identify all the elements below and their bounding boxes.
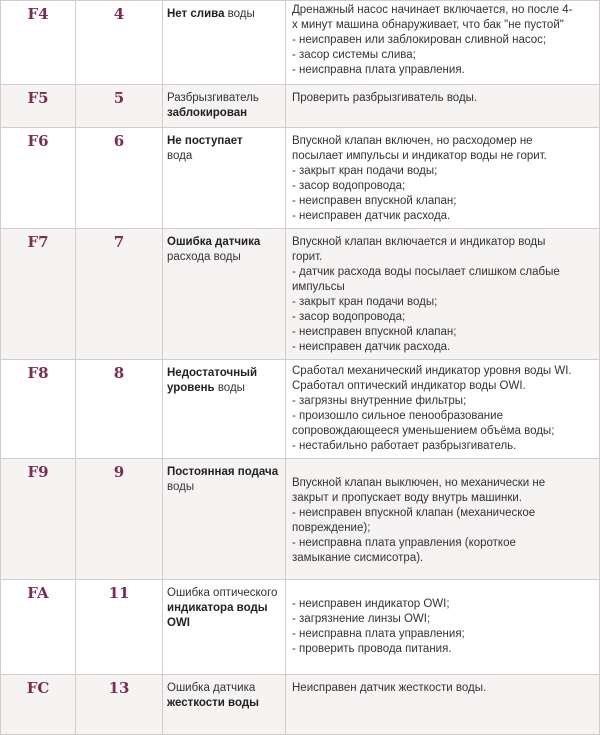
error-number: 8 (76, 360, 163, 459)
description-line: Сработал оптический индикатор воды OWI. (292, 380, 526, 392)
description-line: - неисправна плата управления (короткое (292, 537, 516, 549)
error-name-tail: воды (167, 481, 195, 493)
error-name (163, 675, 286, 735)
description-line: - произошло сильное пенообразование (292, 410, 503, 422)
error-name (163, 229, 286, 360)
description-line: х минут машина обнаруживает, что бак "не пустой" (292, 19, 564, 31)
description-line: сопровождающееся уменьшением объёма воды; (292, 425, 555, 437)
description-line: - засор водопровода; (292, 180, 406, 192)
error-number: 5 (76, 85, 163, 128)
error-name-tail: воды (224, 8, 255, 20)
error-name-head: Ошибка оптического (167, 587, 278, 599)
description-line: посылает импульсы и индикатор воды не горит. (292, 150, 547, 162)
description-line: - неисправна плата управления; (292, 628, 465, 640)
error-description (286, 128, 600, 229)
description-line: - неисправен датчик расхода. (292, 341, 451, 353)
error-name-bold: жесткости воды (167, 697, 259, 709)
error-name (163, 360, 286, 459)
description-line: Впускной клапан включается и индикатор воды (292, 236, 546, 248)
description-line: - неисправен индикатор OWI; (292, 598, 450, 610)
error-name-tail: расхода воды (167, 251, 241, 263)
description-line: - засор водопровода; (292, 311, 406, 323)
error-name-bold: Недостаточный уровень (167, 367, 258, 394)
table-row (1, 128, 600, 229)
error-code: F9 (1, 459, 76, 580)
description-line: - датчик расхода воды посылает слишком слабые (292, 266, 560, 278)
description-line: горит. (292, 251, 323, 263)
error-number: 4 (76, 1, 163, 85)
error-name-head: Разбрызгиватель (167, 92, 259, 104)
error-name (163, 1, 286, 85)
error-name-tail: воды (214, 382, 245, 394)
error-name-bold: Ошибка датчика (167, 236, 261, 248)
description-line: - загрязны внутренние фильтры; (292, 395, 467, 407)
error-description (286, 229, 600, 360)
description-line: Сработал механический индикатор уровня воды WI. (292, 365, 572, 377)
error-name-bold: заблокирован (167, 107, 248, 119)
description-line: Неисправен датчик жесткости воды. (292, 682, 487, 694)
error-name (163, 580, 286, 675)
description-line: Впускной клапан выключен, но механически не (292, 477, 546, 489)
description-line: - засор системы слива; (292, 49, 416, 61)
table-row (1, 85, 600, 128)
error-name (163, 85, 286, 128)
error-name-bold: индикатора воды OWI (167, 602, 268, 629)
error-name-bold: Не поступает (167, 135, 243, 147)
error-number: 11 (76, 580, 163, 675)
error-description (286, 85, 600, 128)
error-code: F6 (1, 128, 76, 229)
error-name-tail: вода (167, 150, 193, 162)
description-line: Впускной клапан включен, но расходомер не (292, 135, 533, 147)
description-line: - неисправен или заблокирован сливной насос; (292, 34, 547, 46)
error-name (163, 459, 286, 580)
error-description (286, 360, 600, 459)
table-row (1, 229, 600, 360)
error-name-bold: Нет слива (167, 8, 225, 20)
table-row (1, 580, 600, 675)
description-line: импульсы (292, 281, 345, 293)
description-line: закрыт и пропускает воду внутрь машинки. (292, 492, 523, 504)
error-code: FC (1, 675, 76, 735)
description-line: - закрыт кран подачи воды; (292, 296, 438, 308)
error-description (286, 675, 600, 735)
description-line: - проверить провода питания. (292, 643, 452, 655)
error-name (163, 128, 286, 229)
description-line: - неисправен впускной клапан; (292, 326, 457, 338)
error-code: F8 (1, 360, 76, 459)
error-description (286, 1, 600, 85)
error-number: 6 (76, 128, 163, 229)
error-number: 7 (76, 229, 163, 360)
description-line: Проверить разбрызгиватель воды. (292, 92, 478, 104)
error-number: 13 (76, 675, 163, 735)
table-row (1, 360, 600, 459)
description-line: - неисправен датчик расхода. (292, 210, 451, 222)
description-line: замыкание сисмисотра). (292, 552, 424, 564)
error-code: FA (1, 580, 76, 675)
error-code: F5 (1, 85, 76, 128)
table-row (1, 675, 600, 735)
description-line: - неисправен впускной клапан; (292, 195, 457, 207)
error-name-bold: Постоянная подача (167, 466, 279, 478)
error-number: 9 (76, 459, 163, 580)
description-line: повреждение); (292, 522, 371, 534)
error-description (286, 580, 600, 675)
description-line: - неисправен впускной клапан (механическое (292, 507, 536, 519)
error-code: F7 (1, 229, 76, 360)
description-line: - закрыт кран подачи воды; (292, 165, 438, 177)
description-line: - загрязнение линзы OWI; (292, 613, 431, 625)
table-row (1, 459, 600, 580)
description-line: - нестабильно работает разбрызгиватель. (292, 440, 517, 452)
description-line: - неисправна плата управления. (292, 64, 465, 76)
error-description (286, 459, 600, 580)
description-line: Дренажный насос начинает включается, но после 4- (292, 4, 573, 16)
error-code: F4 (1, 1, 76, 85)
error-name-head: Ошибка датчика (167, 682, 256, 694)
table-row (1, 1, 600, 85)
